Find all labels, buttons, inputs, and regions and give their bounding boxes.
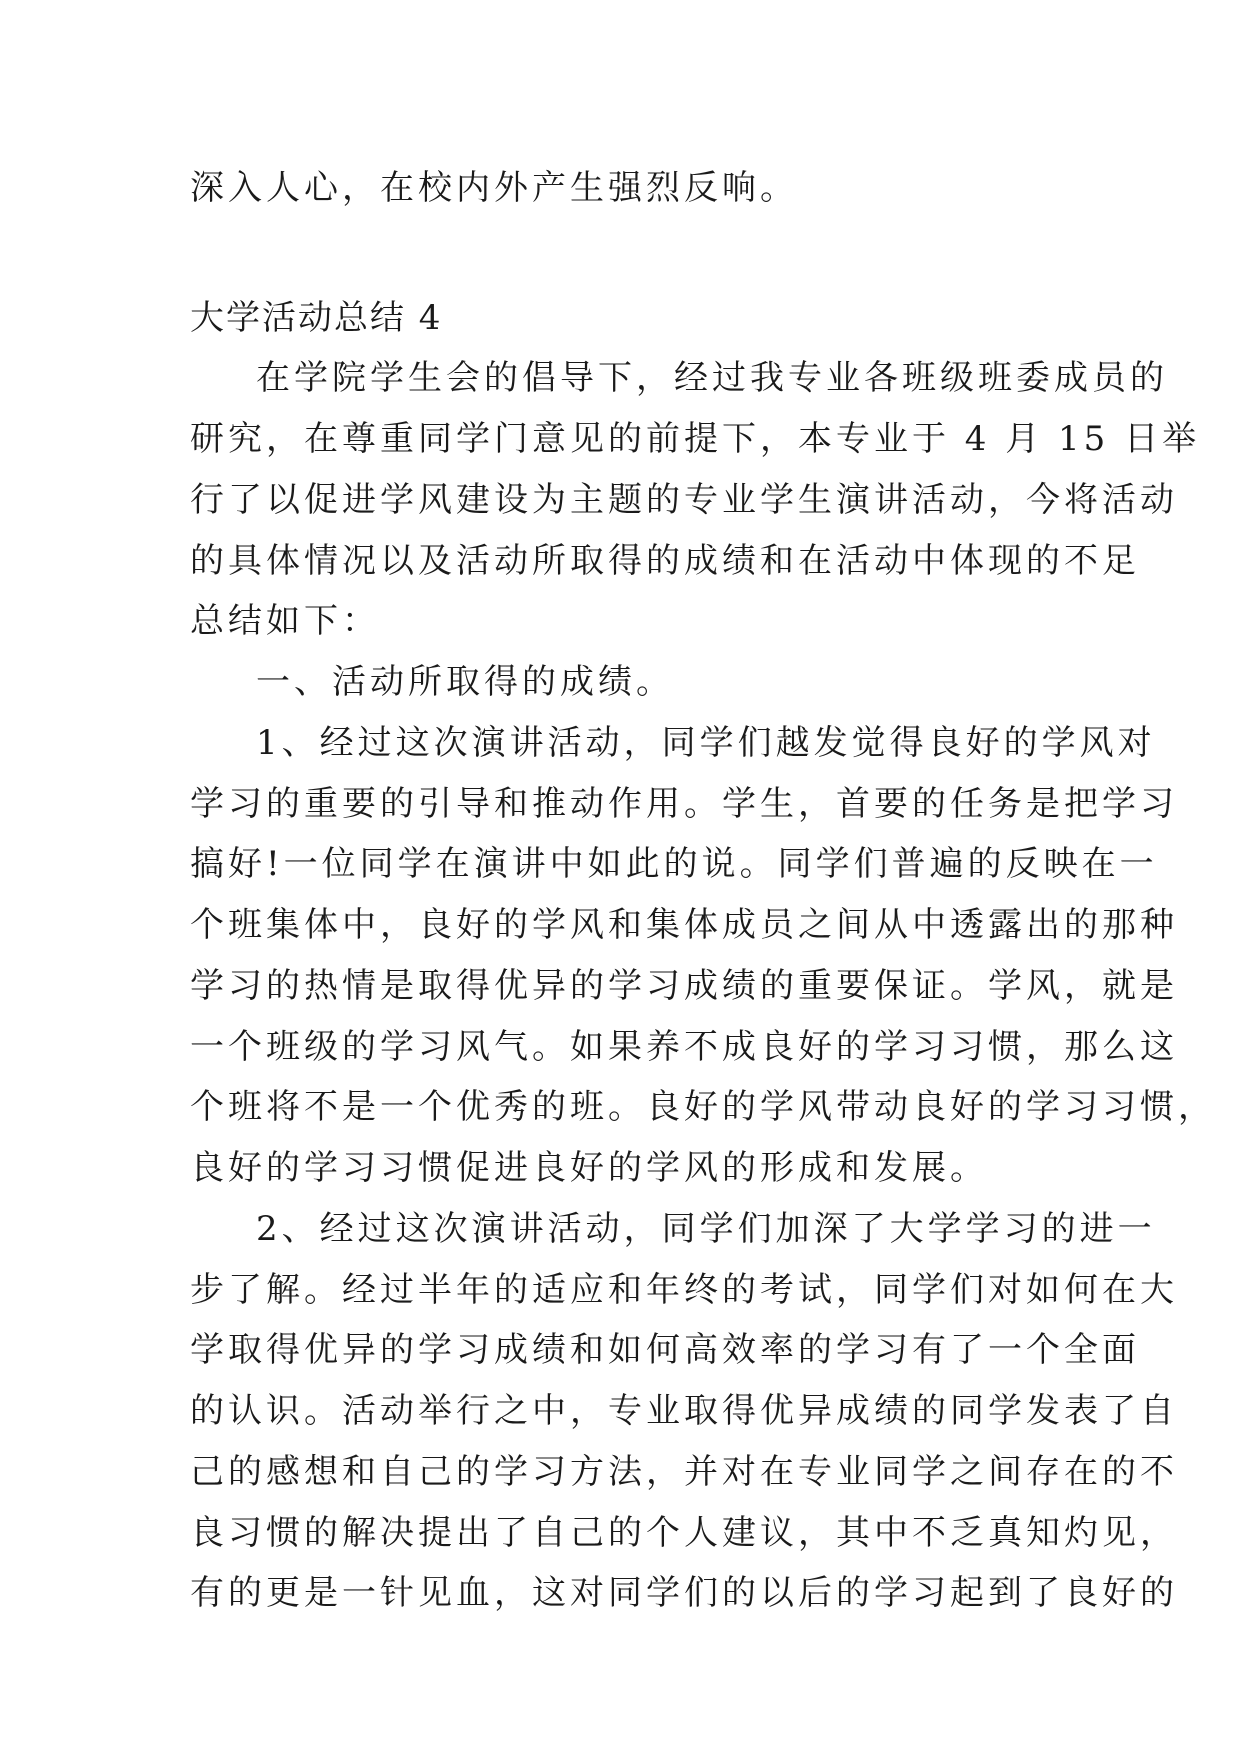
paragraph-line: 1、经过这次演讲活动，同学们越发觉得良好的学风对	[256, 723, 1156, 763]
paragraph-line: 2、经过这次演讲活动，同学们加深了大学学习的进一	[256, 1209, 1156, 1249]
paragraph-line: 总结如下：	[190, 601, 380, 641]
paragraph-line: 一个班级的学习风气。如果养不成良好的学习习惯，那么这	[190, 1027, 1178, 1067]
paragraph-line: 一、活动所取得的成绩。	[256, 662, 674, 702]
paragraph-line: 学习的热情是取得优异的学习成绩的重要保证。学风，就是	[190, 966, 1178, 1006]
paragraph-line: 良好的学习习惯促进良好的学风的形成和发展。	[190, 1148, 988, 1188]
paragraph-line: 学取得优异的学习成绩和如何高效率的学习有了一个全面	[190, 1330, 1140, 1370]
paragraph-line: 的认识。活动举行之中，专业取得优异成绩的同学发表了自	[190, 1391, 1178, 1431]
paragraph-line: 行了以促进学风建设为主题的专业学生演讲活动，今将活动	[190, 480, 1178, 520]
paragraph-line: 步了解。经过半年的适应和年终的考试，同学们对如何在大	[190, 1270, 1178, 1310]
paragraph-line: 有的更是一针见血，这对同学们的以后的学习起到了良好的	[190, 1573, 1178, 1613]
paragraph-line: 良习惯的解决提出了自己的个人建议，其中不乏真知灼见，	[190, 1513, 1178, 1553]
section-heading: 大学活动总结 4	[190, 298, 443, 338]
paragraph-line: 个班集体中，良好的学风和集体成员之间从中透露出的那种	[190, 905, 1178, 945]
paragraph-line: 个班将不是一个优秀的班。良好的学风带动良好的学习习惯，	[190, 1087, 1216, 1127]
paragraph-line: 的具体情况以及活动所取得的成绩和在活动中体现的不足	[190, 541, 1140, 581]
paragraph-line: 在学院学生会的倡导下，经过我专业各班级班委成员的	[256, 358, 1168, 398]
paragraph-line: 搞好!一位同学在演讲中如此的说。同学们普遍的反映在一	[190, 844, 1158, 884]
paragraph-line: 研究，在尊重同学门意见的前提下，本专业于 4 月 15 日举	[190, 419, 1201, 459]
paragraph-line: 深入人心，在校内外产生强烈反响。	[190, 168, 798, 208]
paragraph-line: 学习的重要的引导和推动作用。学生，首要的任务是把学习	[190, 784, 1178, 824]
paragraph-line: 己的感想和自己的学习方法，并对在专业同学之间存在的不	[190, 1452, 1178, 1492]
